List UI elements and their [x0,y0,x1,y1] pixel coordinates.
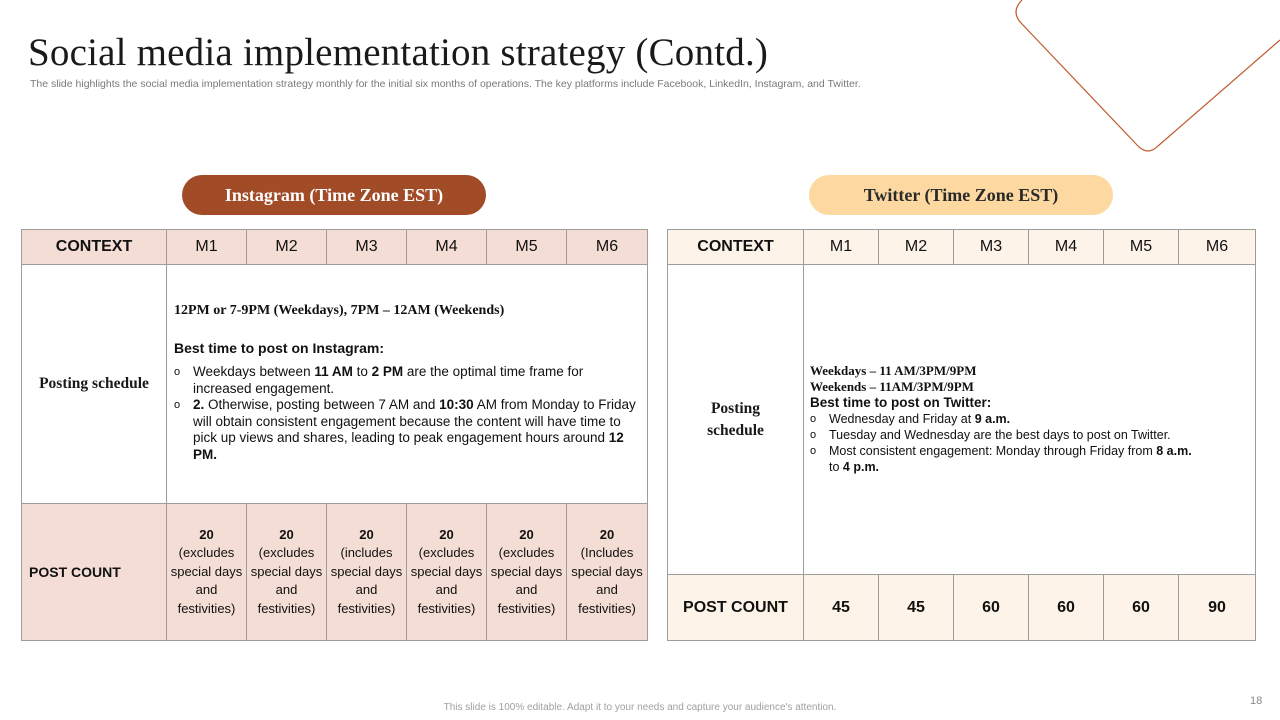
posting-schedule-content [167,265,648,504]
table-row [22,265,648,504]
post-count-m3: 20 (includes special days and festivities) [327,504,407,641]
post-count-m3: 60 [954,575,1029,641]
table-header-row [22,230,648,265]
post-count-m1: 20 (excludes special days and festivities) [167,504,247,641]
list-item: o Most consistent engagement: Monday through Friday from 8 a.m. to 4 p.m. [810,444,1192,474]
posting-schedule-label: Posting schedule [668,265,804,575]
bullet-circle-icon: o [174,366,181,378]
bullet-circle-icon: o [810,429,817,441]
decorative-diamond-outline [1010,0,1280,160]
header-m6: M6 [1179,230,1256,265]
header-m2: M2 [247,230,327,265]
header-m1: M1 [804,230,879,265]
best-time-list [174,364,637,463]
post-count-m6: 90 [1179,575,1256,641]
bullet-circle-icon: o [810,413,817,425]
post-count-label: POST COUNT [22,504,167,641]
post-count-m2: 20 (excludes special days and festivities) [247,504,327,641]
header-context: CONTEXT [22,230,167,265]
posting-schedule-label: Posting schedule [22,265,167,504]
weekends-schedule: Weekends – 11AM/3PM/9PM [810,379,974,394]
post-count-m5: 20 (excludes special days and festivities) [487,504,567,641]
table-row [22,504,648,641]
post-count-m4: 20 (excludes special days and festivities) [407,504,487,641]
table-row [668,575,1256,641]
list-item: o 2. Otherwise, posting between 7 AM and 10:30 AM from Monday to Friday will obtain consistent engagement because the content will have time to pick up views and shares, leading to peak engagement hours around 12 PM. [174,397,636,462]
weekdays-schedule: Weekdays – 11 AM/3PM/9PM [810,363,977,378]
slide-subtitle: The slide highlights the social media implementation strategy monthly for the initial six months of operations. The key platforms include Facebook, LinkedIn, Instagram, and Twitter. [30,78,861,90]
header-m4: M4 [407,230,487,265]
post-count-m4: 60 [1029,575,1104,641]
post-count-m2: 45 [879,575,954,641]
header-m5: M5 [487,230,567,265]
header-m3: M3 [327,230,407,265]
header-context: CONTEXT [668,230,804,265]
post-count-m5: 60 [1104,575,1179,641]
posting-schedule-content [804,265,1256,575]
table-row [668,265,1256,575]
twitter-heading-pill: Twitter (Time Zone EST) [809,175,1113,215]
header-m2: M2 [879,230,954,265]
bullet-circle-icon: o [810,445,817,457]
slide-footer: This slide is 100% editable. Adapt it to your needs and capture your audience's attention. [443,702,837,713]
page-number: 18 [1250,695,1263,707]
best-time-heading: Best time to post on Twitter: [810,395,992,410]
instagram-table [21,229,648,641]
header-m4: M4 [1029,230,1104,265]
schedule-line: 12PM or 7-9PM (Weekdays), 7PM – 12AM (Weekends) [174,303,505,318]
post-count-m6: 20 (Includes special days and festivities) [567,504,648,641]
twitter-table [667,229,1256,641]
header-m6: M6 [567,230,648,265]
best-time-heading: Best time to post on Instagram: [174,339,385,356]
best-time-list [810,411,1245,475]
table-header-row [668,230,1256,265]
header-m5: M5 [1104,230,1179,265]
post-count-label: POST COUNT [668,575,804,641]
instagram-heading-pill: Instagram (Time Zone EST) [182,175,486,215]
post-count-m1: 45 [804,575,879,641]
bullet-circle-icon: o [174,399,181,411]
list-item: o Wednesday and Friday at 9 a.m. [810,412,1011,426]
slide-title: Social media implementation strategy (Contd.) [28,31,769,74]
list-item: o Tuesday and Wednesday are the best days to post on Twitter. [810,428,1171,442]
list-item: o Weekdays between 11 AM to 2 PM are the optimal time frame for increased engagement. [174,364,584,396]
header-m1: M1 [167,230,247,265]
header-m3: M3 [954,230,1029,265]
